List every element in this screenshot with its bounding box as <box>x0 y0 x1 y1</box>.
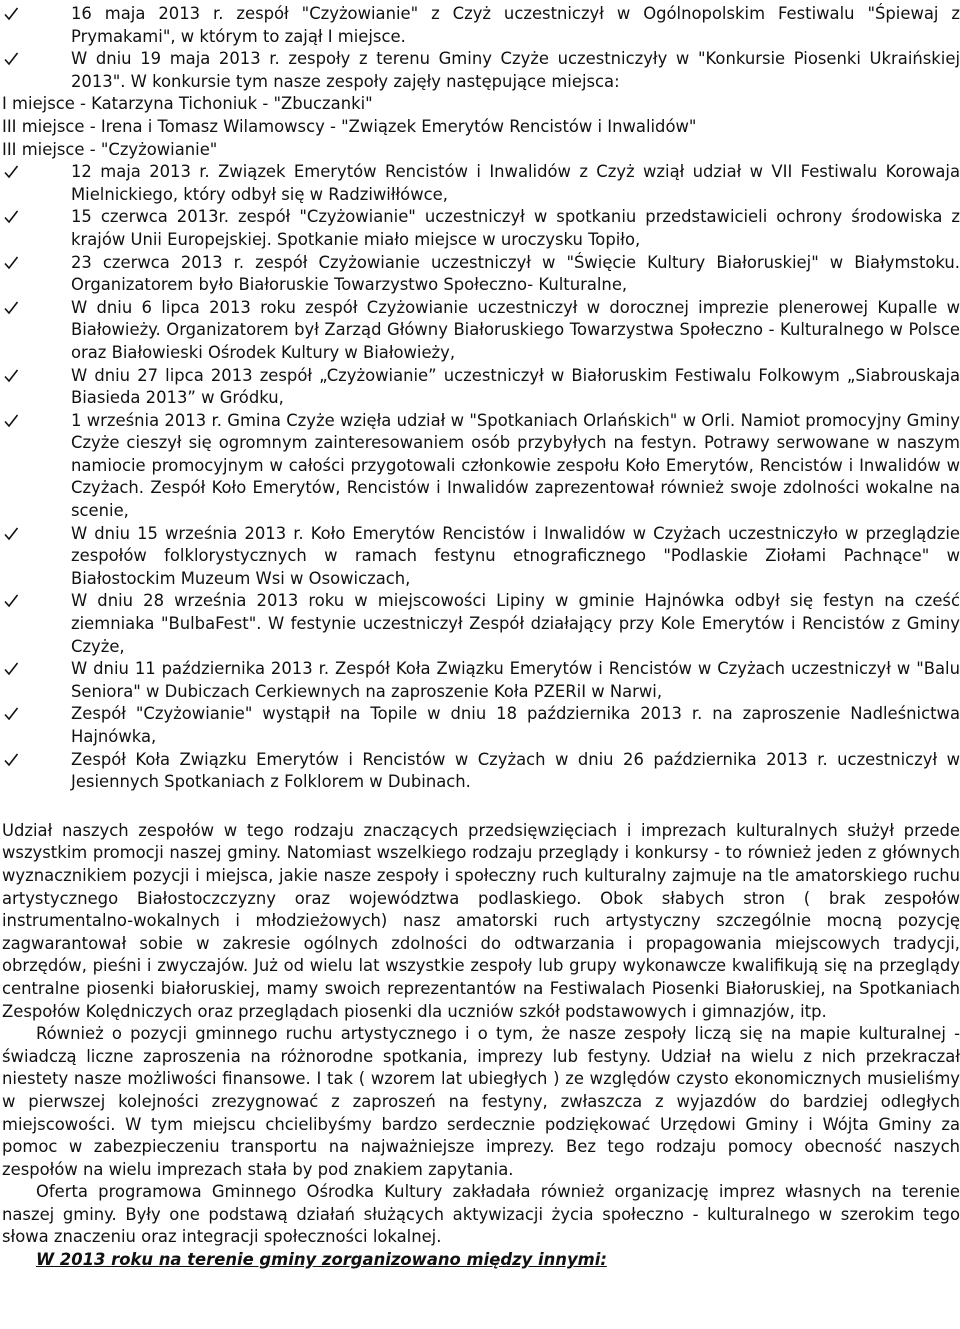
check-icon <box>3 209 19 225</box>
list-item-text: W dniu 6 lipca 2013 roku zespół Czyżowianie uczestniczył w dorocznej imprezie plenerowej Kupalle w Białowieży. Organizatorem był Zarząd Główny Białoruskiego Towarzystwa Społeczno - Kulturalnego w Polsce oraz Białowieski Ośrodek Kultury w Białowieży, <box>71 297 960 362</box>
list-item-text: 15 czerwca 2013r. zespół "Czyżowianie" uczestniczył w spotkaniu przedstawicieli ochrony środowiska z krajów Unii Europejskiej. Spotkanie miało miejsce w uroczysku Topiło, <box>71 207 960 249</box>
list-item <box>2 658 960 703</box>
list-item-text: W dniu 27 lipca 2013 zespół „Czyżowianie” uczestniczył w Białoruskim Festiwalu Folkowym „Siabrouskaja Biasieda 2013” w Gródku, <box>71 365 960 408</box>
check-icon <box>3 593 19 609</box>
list-item <box>2 252 960 297</box>
result-line: III miejsce - Irena i Tomasz Wilamowscy - "Związek Emerytów Rencistów i Inwalidów" <box>2 116 697 136</box>
paragraph: Udział naszych zespołów w tego rodzaju znaczących przedsięwzięciach i imprezach kulturalnych służył przede wszystkim promocji naszej gminy. Natomiast wszelkiego rodzaju przeglądy i konkursy - to również jeden z głównych wyznacznikiem pozycji i miejsca, jakie nasze zespoły i społeczny ruch kulturalny zajmuje na tle amatorskiego ruchu artystycznego Białostoczczyzny oraz województwa podlaskiego. Obok słabych stron ( brak zespołów instrumentalno-wokalnych i młodzieżowych) nasz amatorski ruch artystyczny szczególnie mocną pozycję zagwarantował sobie w zakresie ogólnych zdolności do odtwarzania i propagowania miejscowych tradycji, obrzędów, pieśni i zwyczajów. Już od wielu lat wszystkie zespoły lub grupy wykonawcze kwalifikują się na przeglądy centralne piosenki białoruskiej, mamy swoich reprezentantów na Festiwalach Piosenki Białoruskiej, na Spotkaniach Zespołów Kolędniczych oraz przeglądach piosenki dla uczniów szkół podstawowych i gimnazjów, itp. <box>2 820 960 1021</box>
events-list <box>2 3 960 794</box>
list-item-text: 16 maja 2013 r. zespół "Czyżowianie" z Czyż uczestniczył w Ogólnopolskim Festiwalu "Śpiewaj z Prymakami", w którym to zajął I miejsce. <box>71 4 960 46</box>
list-item-text: W dniu 19 maja 2013 r. zespoły z terenu Gminy Czyże uczestniczyły w "Konkursie Piosenki Ukraińskiej 2013". W konkursie tym nasze zespoły zajęły następujące miejsca: <box>71 49 960 91</box>
list-item <box>2 410 960 523</box>
list-item <box>2 3 960 48</box>
check-icon <box>3 255 19 271</box>
check-icon <box>3 368 19 384</box>
paragraph: Również o pozycji gminnego ruchu artystycznego i o tym, że nasze zespoły liczą się na mapie kulturalnej - świadczą liczne zaproszenia na różnorodne spotkania, imprezy lub festyny. Udział na wielu z nich przekraczał niestety nasze możliwości finansowe. I tak ( wzorem lat ubiegłych ) ze względów czysto ekonomicznych musieliśmy w pierwszej kolejności zrezygnować z zaproszeń na festyny, zwłaszcza z wyjazdów do bardziej odległych miejscowości. W tym miejscu chcielibyśmy bardzo serdecznie podziękować Urzędowi Gminy i Wójta Gminy za pomoc w zabezpieczeniu transportu na najważniejsze imprezy. Bez tego rodzaju pomocy obecność naszych zespołów na wielu imprezach stała by pod znakiem zapytania. <box>2 1024 960 1179</box>
body-text <box>2 820 960 1272</box>
list-item-text: Zespół "Czyżowianie" wystąpił na Topile w dniu 18 października 2013 r. na zaproszenie Nadleśnictwa Hajnówka, <box>71 704 960 746</box>
list-item <box>2 48 960 161</box>
list-item <box>2 590 960 658</box>
list-item <box>2 749 960 794</box>
check-icon <box>3 526 19 542</box>
check-icon <box>3 752 19 768</box>
check-icon <box>3 706 19 722</box>
check-icon <box>3 413 19 429</box>
check-icon <box>3 164 19 180</box>
list-item <box>2 365 960 410</box>
paragraph: Oferta programowa Gminnego Ośrodka Kultury zakładała również organizację imprez własnych na terenie naszej gminy. Były one podstawą działań służących aktywizacji życia społeczno - kulturalnego w szerokim tego słowa znaczeniu oraz integracji społeczności lokalnej. <box>2 1182 960 1247</box>
result-line: I miejsce - Katarzyna Tichoniuk - "Zbuczanki" <box>2 94 373 114</box>
list-item <box>2 206 960 251</box>
section-heading: W 2013 roku na terenie gminy zorganizowano między innymi: <box>36 1250 607 1270</box>
list-item-text: 12 maja 2013 r. Związek Emerytów Rencistów i Inwalidów z Czyż wziął udział w VII Festiwalu Korowaja Mielnickiego, który odbył się w Radziwiłłówce, <box>71 162 960 204</box>
list-item-text: W dniu 11 października 2013 r. Zespół Koła Związku Emerytów i Rencistów w Czyżach uczestniczył w "Balu Seniora" w Dubiczach Cerkiewnych na zaproszenie Koła PZERiI w Narwi, <box>71 659 960 701</box>
list-item-text: W dniu 28 września 2013 roku w miejscowości Lipiny w gminie Hajnówka odbył się festyn na cześć ziemniaka "BulbaFest". W festynie uczestniczył Zespół działający przy Kole Emerytów i Rencistów z Gminy Czyże, <box>71 591 960 656</box>
check-icon <box>3 300 19 316</box>
result-line: III miejsce - "Czyżowianie" <box>2 139 218 159</box>
check-icon <box>3 51 19 67</box>
check-icon <box>3 6 19 22</box>
list-item-text: W dniu 15 września 2013 r. Koło Emerytów Rencistów i Inwalidów w Czyżach uczestniczyło w przeglądzie zespołów folklorystycznych w ramach festynu etnograficznego "Podlaskie Ziołami Pachnące" w Białostockim Muzeum Wsi w Osowiczach, <box>71 523 960 588</box>
list-item-text: Zespół Koła Związku Emerytów i Rencistów w Czyżach w dniu 26 października 2013 r. uczestniczył w Jesiennych Spotkaniach z Folklorem w Dubinach. <box>71 749 960 792</box>
list-item-text: 1 września 2013 r. Gmina Czyże wzięła udział w "Spotkaniach Orlańskich" w Orli. Namiot promocyjny Gminy Czyże cieszył się ogromnym zainteresowaniem osób przybyłych na festyn. Potrawy serwowane w naszym namiocie promocyjnym w całości przygotowali członkowie zespołu Koło Emerytów, Rencistów i Inwalidów w Czyżach. Zespół Koło Emerytów, Rencistów i Inwalidów zaprezentował również swoje zdolności wokalne na scenie, <box>71 410 960 521</box>
list-item <box>2 703 960 748</box>
list-item-text: 23 czerwca 2013 r. zespół Czyżowianie uczestniczył w "Święcie Kultury Białoruskiej" w Białymstoku. Organizatorem było Białoruskie Towarzystwo Społeczno- Kulturalne, <box>71 252 960 295</box>
list-item <box>2 523 960 591</box>
list-item <box>2 297 960 365</box>
check-icon <box>3 661 19 677</box>
list-item <box>2 161 960 206</box>
